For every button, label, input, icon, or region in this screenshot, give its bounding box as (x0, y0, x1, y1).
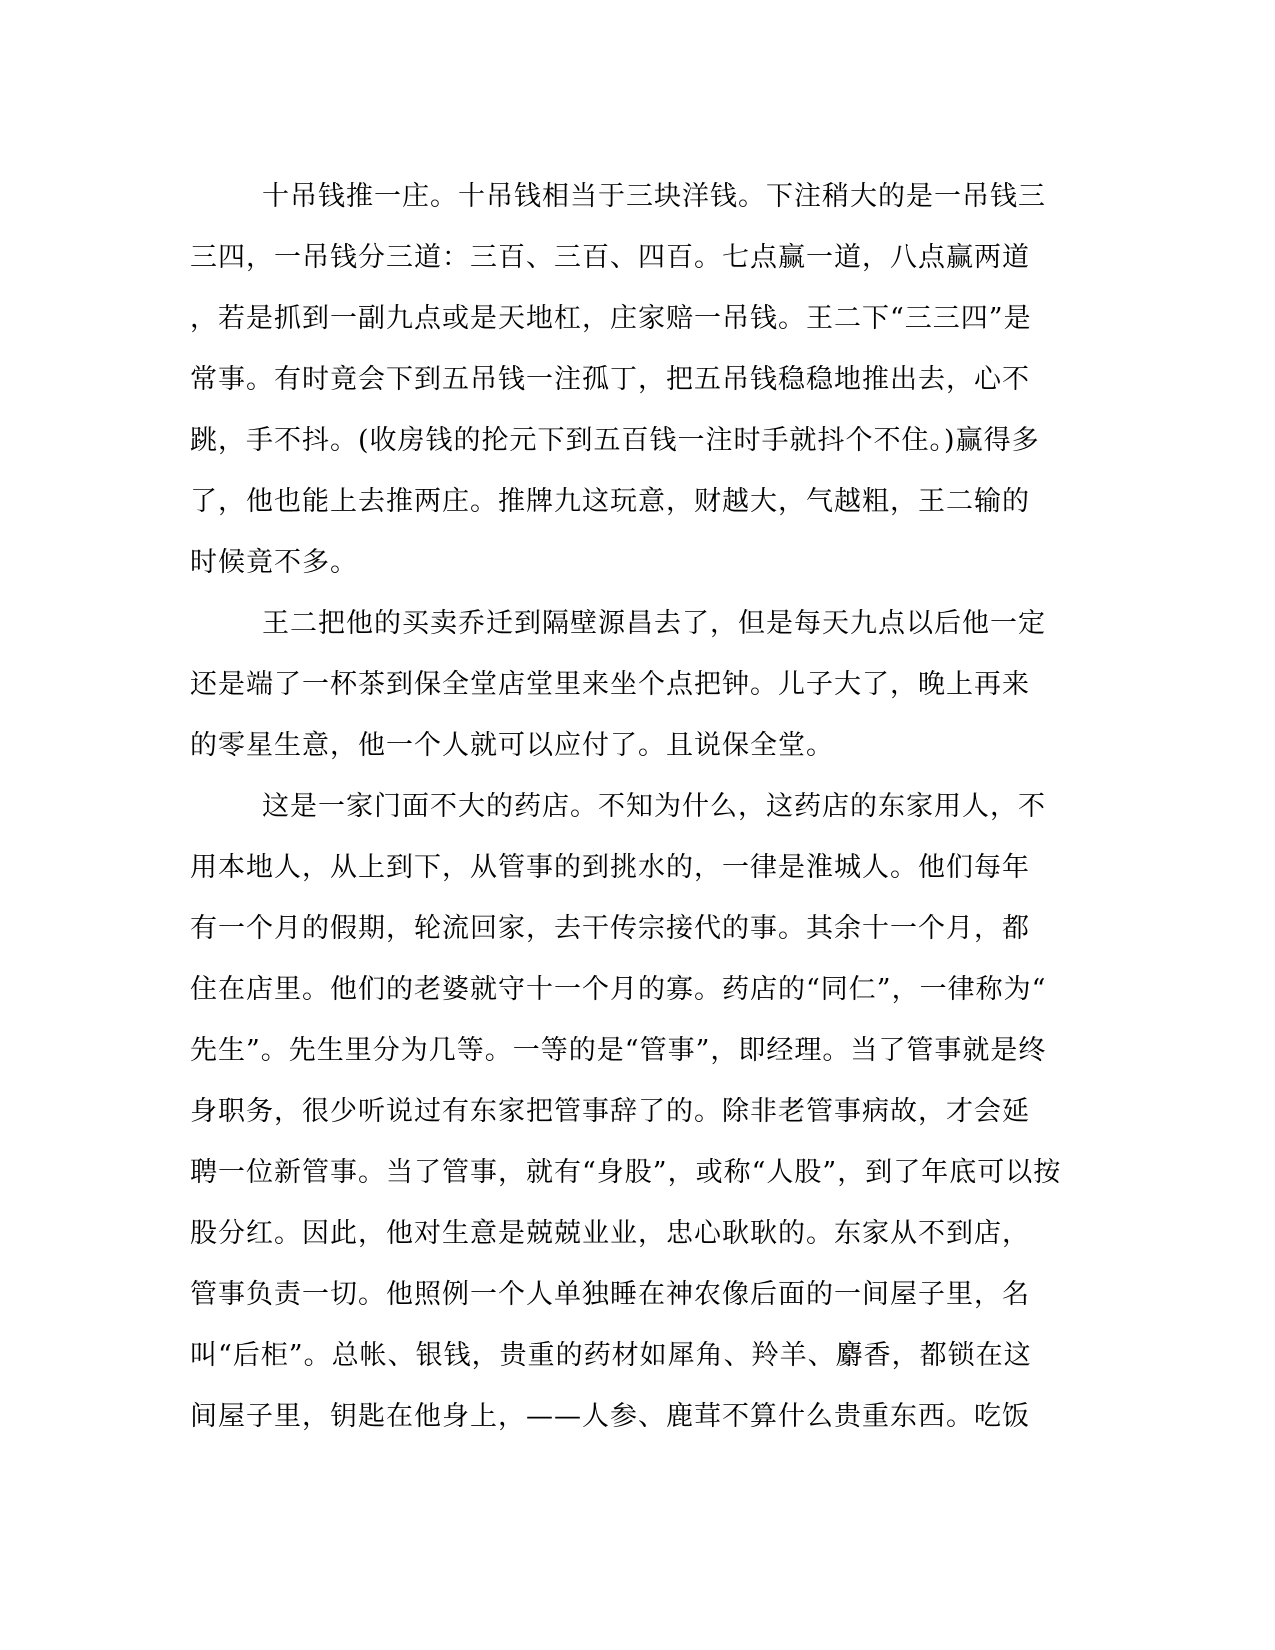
text-line: 身职务，很少听说过有东家把管事辞了的。除非老管事病故，才会延 (190, 1096, 1030, 1127)
text-line: 的零星生意，他一个人就可以应付了。且说保全堂。 (190, 730, 834, 761)
text-line: 住在店里。他们的老婆就守十一个月的寡。药店的“同仁”，一律称为“ (190, 974, 1047, 1005)
text-line: 管事负责一切。他照例一个人单独睡在神农像后面的一间屋子里，名 (190, 1279, 1030, 1310)
text-line: ，若是抓到一副九点或是天地杠，庄家赔一吊钱。王二下“三三四”是 (190, 303, 1032, 334)
text-line: 用本地人，从上到下，从管事的到挑水的，一律是淮城人。他们每年 (190, 852, 1030, 883)
text-line: 还是端了一杯茶到保全堂店堂里来坐个点把钟。儿子大了，晚上再来 (190, 669, 1030, 700)
text-line: 常事。有时竟会下到五吊钱一注孤丁，把五吊钱稳稳地推出去，心不 (190, 364, 1030, 395)
text-line: 聘一位新管事。当了管事，就有“身股”，或称“人股”，到了年底可以按 (190, 1157, 1062, 1188)
text-line: 这是一家门面不大的药店。不知为什么，这药店的东家用人，不 (262, 791, 1046, 822)
text-line: 了，他也能上去推两庄。推牌九这玩意，财越大，气越粗，王二输的 (190, 486, 1030, 517)
text-line: 十吊钱推一庄。十吊钱相当于三块洋钱。下注稍大的是一吊钱三 (262, 181, 1046, 212)
text-line: 三四，一吊钱分三道：三百、三百、四百。七点赢一道，八点赢两道 (190, 242, 1030, 273)
text-line: 时候竟不多。 (190, 547, 358, 578)
text-line: 跳，手不抖。(收房钱的抡元下到五百钱一注时手就抖个不住。)赢得多 (190, 425, 1040, 456)
text-line: 叫“后柜”。总帐、银钱，贵重的药材如犀角、羚羊、麝香，都锁在这 (190, 1340, 1032, 1371)
text-line: 间屋子里，钥匙在他身上，——人参、鹿茸不算什么贵重东西。吃饭 (190, 1401, 1030, 1432)
text-line: 先生”。先生里分为几等。一等的是“管事”，即经理。当了管事就是终 (190, 1035, 1047, 1066)
text-line: 王二把他的买卖乔迁到隔壁源昌去了，但是每天九点以后他一定 (262, 608, 1046, 639)
body-text (190, 166, 1090, 1447)
text-line: 股分红。因此，他对生意是兢兢业业，忠心耿耿的。东家从不到店， (190, 1218, 1030, 1249)
text-line: 有一个月的假期，轮流回家，去干传宗接代的事。其余十一个月，都 (190, 913, 1030, 944)
